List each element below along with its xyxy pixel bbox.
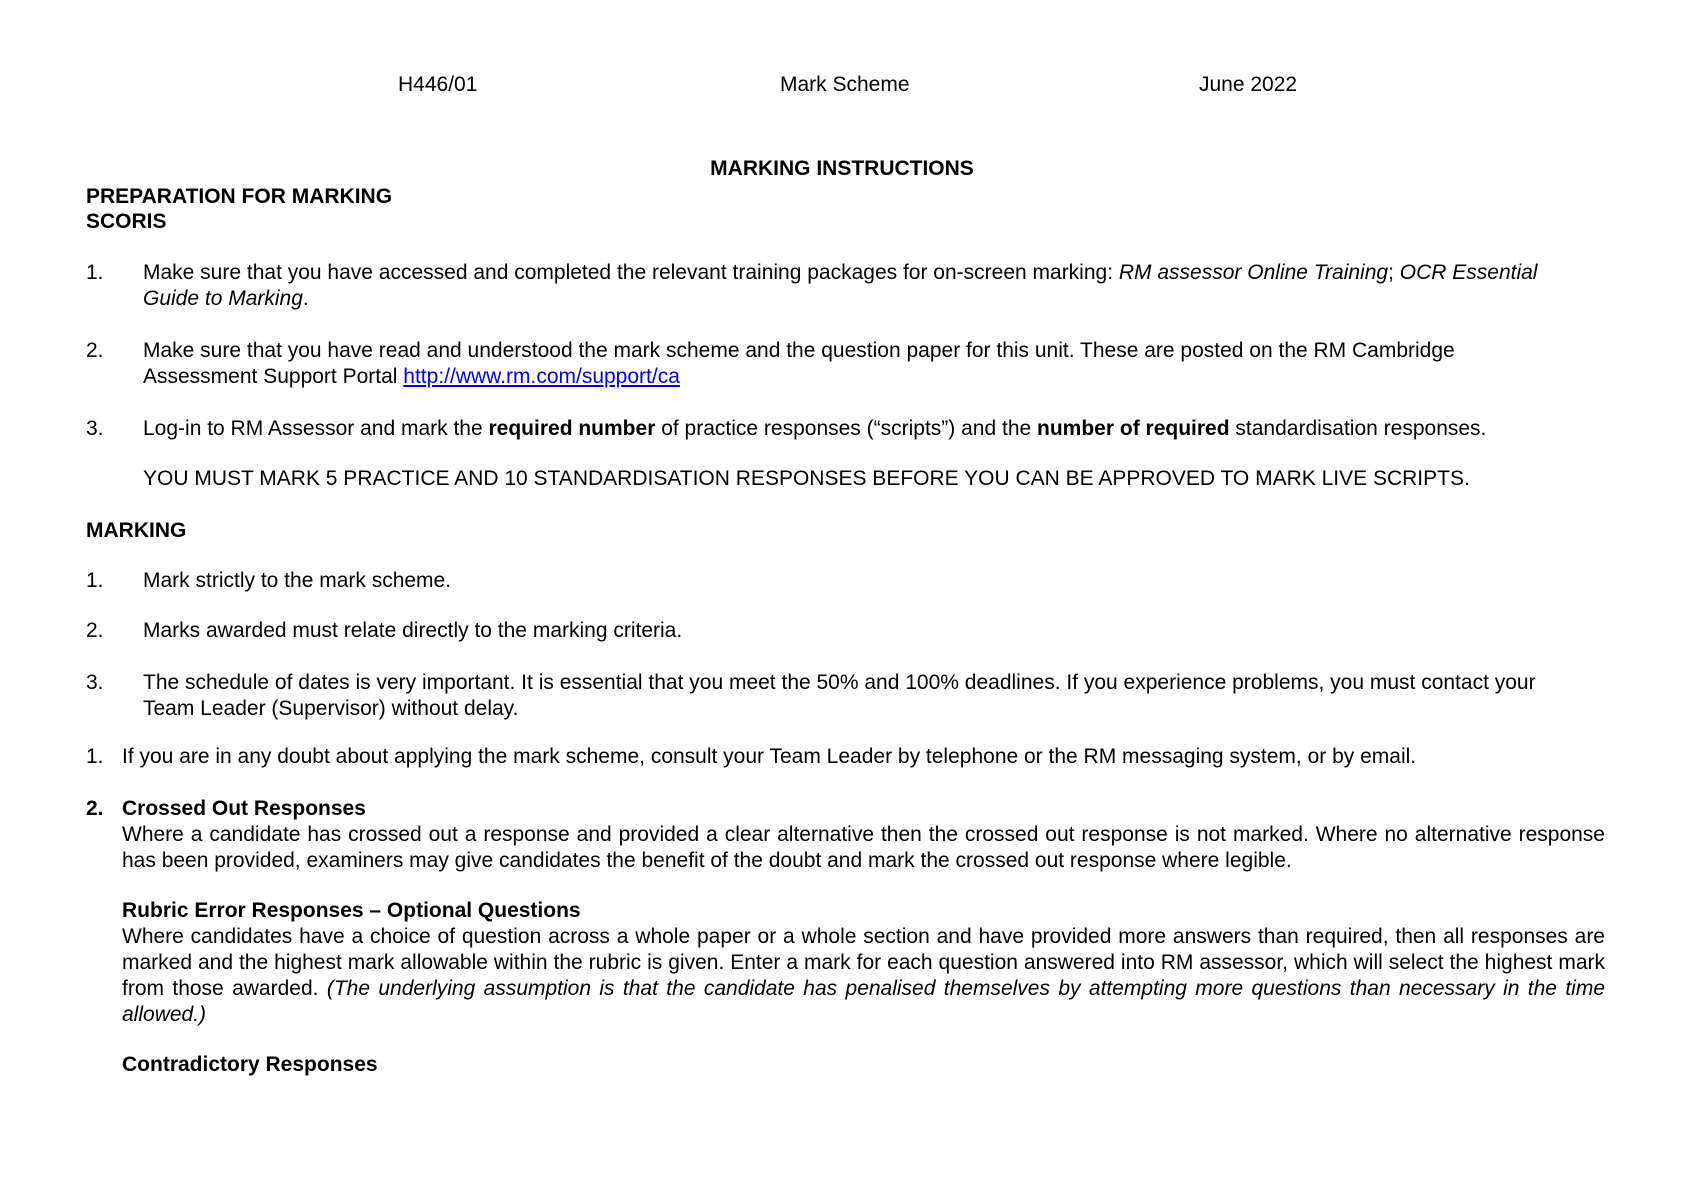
header-date: June 2022 — [1199, 73, 1298, 96]
prep-item-1-number: 1. — [86, 261, 104, 284]
header-code: H446/01 — [398, 73, 478, 96]
rubric-text: Where candidates have a choice of question across a whole paper or a whole section and have provided more answers than required, then all responses are marked and the highest mark allowable within the rubric is given. Enter a mark for each question answered into RM assessor, which will select the highest mark from those awarded. (The underlying assumption is that the candidate has penalised themselves by attempting more questions than necessary in the time allowed.) — [122, 925, 1605, 1026]
prep-item-3-text: Log-in to RM Assessor and mark the required number of practice responses (“scripts”) and the number of required standardisation responses. — [143, 417, 1487, 440]
marking-item-2-text: Marks awarded must relate directly to the marking criteria. — [143, 619, 683, 642]
practice-notice: YOU MUST MARK 5 PRACTICE AND 10 STANDARDISATION RESPONSES BEFORE YOU CAN BE APPROVED TO MARK LIVE SCRIPTS. — [143, 467, 1470, 490]
prep-item-3-number: 3. — [86, 417, 104, 440]
prep-item-2-text: Make sure that you have read and understood the mark scheme and the question paper for this unit. These are posted on the RM Cambridge Assessment Support Portal http://www.rm.com/support/ca — [143, 339, 1455, 388]
marking-item-2-number: 2. — [86, 619, 104, 642]
guidance-item-1-number: 1. — [86, 745, 104, 768]
marking-heading: MARKING — [86, 519, 187, 542]
rubric-heading: Rubric Error Responses – Optional Questions — [122, 899, 581, 922]
marking-item-1-text: Mark strictly to the mark scheme. — [143, 569, 452, 592]
prep-item-2-number: 2. — [86, 339, 104, 362]
marking-item-3-text: The schedule of dates is very important. It is essential that you meet the 50% and 100% deadlines. If you experience problems, you must contact your Team Leader (Supervisor) without delay. — [143, 671, 1536, 720]
marking-item-3-number: 3. — [86, 671, 104, 694]
header-title: Mark Scheme — [780, 73, 910, 96]
crossed-out-text: Where a candidate has crossed out a response and provided a clear alternative then the crossed out response is not marked. Where no alternative response has been provided, examiners may give candidates the benefit of the doubt and mark the crossed out response where legible. — [122, 823, 1605, 872]
guidance-item-2-number: 2. — [86, 797, 104, 820]
prep-item-1-text: Make sure that you have accessed and completed the relevant training packages for on-screen marking: RM assessor Online Training; OCR Essential Guide to Marking. — [143, 261, 1538, 310]
page-title: MARKING INSTRUCTIONS — [710, 157, 974, 180]
crossed-out-heading: Crossed Out Responses — [122, 797, 366, 820]
contradictory-heading: Contradictory Responses — [122, 1053, 378, 1076]
support-portal-link[interactable]: http://www.rm.com/support/ca — [403, 365, 680, 388]
guidance-item-1-text: If you are in any doubt about applying the mark scheme, consult your Team Leader by telephone or the RM messaging system, or by email. — [122, 745, 1417, 768]
marking-item-1-number: 1. — [86, 569, 104, 592]
preparation-heading: PREPARATION FOR MARKING — [86, 185, 393, 208]
scoris-heading: SCORIS — [86, 210, 167, 233]
